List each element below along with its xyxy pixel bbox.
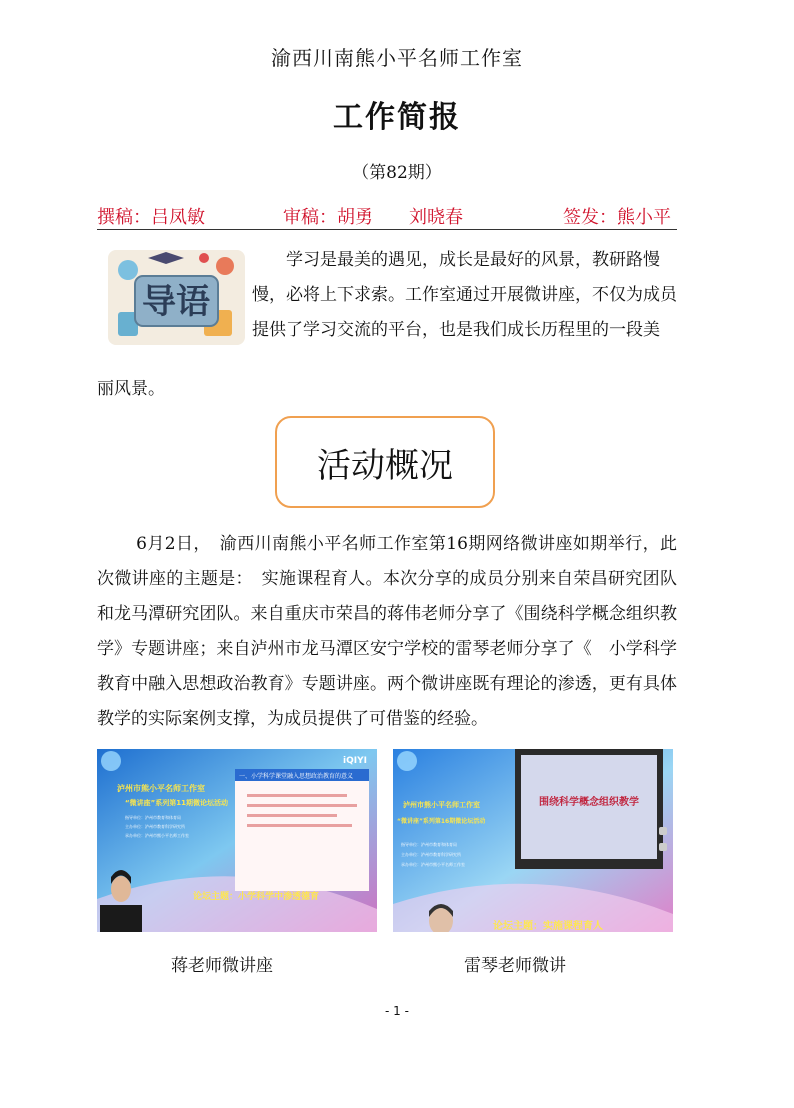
section-heading: 活动概况: [275, 416, 495, 508]
slide-title-1: 一、小学科学课堂融入思想政治教育的意义: [239, 773, 354, 780]
slide-info-1a: 指导单位：泸州市教育和体育局: [125, 815, 181, 820]
slide-org-2: 泸州市熊小平名师工作室: [403, 801, 480, 809]
slide-title-2: 围绕科学概念组织教学: [539, 797, 639, 808]
slide-topic-1: 论坛主题：小学科学中渗透德育: [193, 892, 320, 902]
issue-number: （第82期）: [352, 163, 442, 183]
intro-badge-image: [108, 250, 245, 345]
slide-info-1c: 承办单位：泸州市熊小平名师工作室: [125, 833, 189, 838]
photo-caption-1: 蒋老师微讲座: [171, 956, 273, 976]
slide-info-2b: 主办单位：泸州市教育科学研究所: [401, 852, 461, 857]
photo-jiang-lecture: [97, 749, 377, 932]
page-number: - 1 -: [385, 1004, 409, 1018]
iqiyi-logo: iQIYI: [343, 756, 367, 766]
slide-series-2: “微讲座”系列第16期微论坛活动: [397, 818, 486, 825]
reviewer-credit: 审稿：胡勇 刘晓春: [283, 207, 463, 228]
intro-text-end: 丽风景。: [97, 379, 165, 399]
writer-credit: 撰稿：吕凤敏: [97, 207, 205, 228]
slide-info-2c: 承办单位：泸州市熊小平名师工作室: [401, 862, 465, 867]
photo-caption-2: 雷琴老师微讲: [464, 956, 566, 976]
activity-body-text: 6月2日， 渝西川南熊小平名师工作室第16期网络微讲座如期举行，此次微讲座的主题是： 实施课程育人。本次分享的成员分别来自荣昌研究团队和龙马潭研究团队。来自重庆市荣昌的蒋伟老师分享了《围绕科学概念组织教学》专题讲座；来自泸州市龙马潭区安宁学校的雷琴老师分享了《 小学科学教育中融入思想政治教育》专题讲座。两个微讲座既有理论的渗透，更有具体教学的实际案例支撑，为成员提供了可借鉴的经验。: [97, 534, 677, 729]
newsletter-title: 工作简报: [333, 100, 461, 135]
intro-text: 学习是最美的遇见，成长是最好的风景，教研路慢慢，必将上下求索。工作室通过开展微讲座，不仅为成员提供了学习交流的平台，也是我们成长历程里的一段美: [252, 250, 677, 340]
slide-org-1: 泸州市熊小平名师工作室: [117, 784, 205, 793]
intro-badge-text: 导语: [142, 282, 210, 322]
slide-info-1b: 主办单位：泸州市教育科学研究所: [125, 824, 185, 829]
slide-topic-2: 论坛主题：实施课程育人: [493, 921, 603, 932]
photo-lei-lecture: [393, 749, 673, 932]
credits-line: [97, 201, 677, 230]
issuer-credit: 签发：熊小平: [563, 207, 671, 228]
org-name: 渝西川南熊小平名师工作室: [271, 46, 523, 70]
slide-series-1: “微讲座”系列第11期微论坛活动: [125, 799, 228, 807]
presenter-avatar-2: [429, 904, 453, 932]
slide-info-2a: 指导单位：泸州市教育和体育局: [401, 842, 457, 847]
